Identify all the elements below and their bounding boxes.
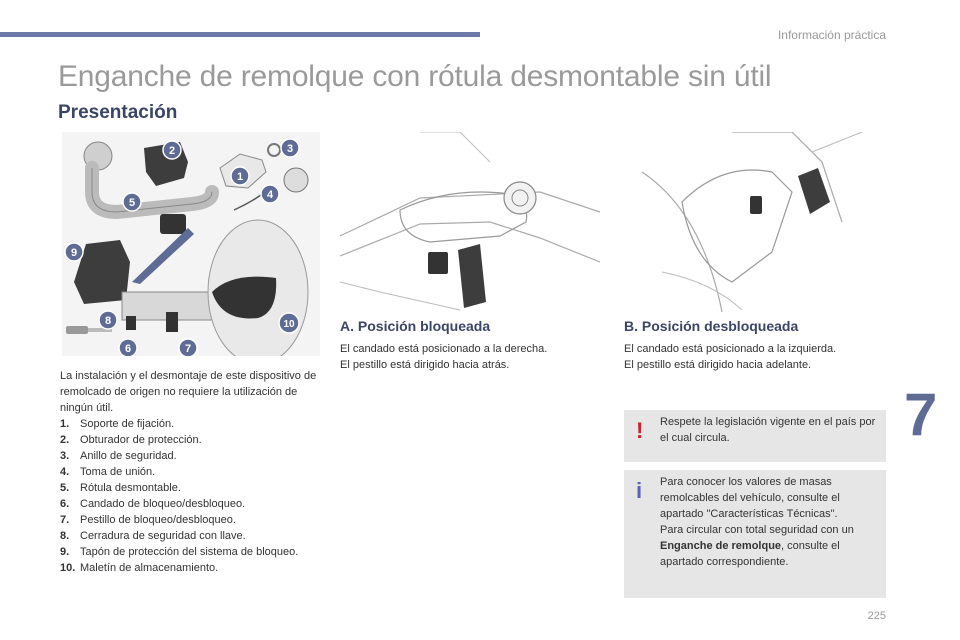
section-heading: Presentación	[58, 102, 178, 123]
part-number: 4.	[60, 466, 70, 478]
list-item	[60, 528, 320, 544]
part-number: 6.	[60, 498, 70, 510]
callout-10	[278, 312, 300, 339]
part-label: Tapón de protección del sistema de bloqueo.	[80, 546, 299, 558]
chapter-number: 7	[904, 381, 938, 448]
part-number: 2.	[60, 434, 70, 446]
list-item	[60, 432, 320, 448]
unlocked-position-line-1: El candado está posicionado a la izquierda.	[624, 343, 837, 355]
part-label: Obturador de protección.	[80, 434, 202, 446]
callout-1	[230, 166, 250, 191]
callout-8	[98, 310, 118, 335]
warning-note	[624, 410, 886, 462]
part-label: Cerradura de seguridad con llave.	[80, 530, 246, 542]
parts-list	[60, 416, 320, 576]
callout-7	[178, 338, 198, 356]
info-text-2-pre: Para circular con total seguridad con un	[660, 524, 854, 536]
callout-5	[122, 192, 142, 217]
part-label: Rótula desmontable.	[80, 482, 181, 494]
callout-8-label: 8	[104, 315, 112, 327]
part-label: Maletín de almacenamiento.	[80, 562, 219, 574]
part-number: 7.	[60, 514, 70, 526]
page-number: 225	[867, 610, 886, 622]
intro-text: La instalación y el desmontaje de este dispositivo de remolcado de origen no requiere la utilización de ningún útil.	[60, 370, 317, 414]
locked-position-text	[340, 341, 610, 373]
exclamation-icon: !	[636, 418, 644, 443]
page-title: Enganche de remolque con rótula desmontable sin útil	[58, 60, 772, 93]
locked-position-line-1: El candado está posicionado a la derecha.	[340, 343, 548, 355]
list-item	[60, 464, 320, 480]
info-text-2-post: , consulte el apartado correspondiente.	[660, 540, 840, 568]
info-text-2-bold: Enganche de remolque	[660, 540, 782, 552]
section-title: Información práctica	[777, 28, 886, 42]
part-number: 3.	[60, 450, 70, 462]
part-label: Candado de bloqueo/desbloqueo.	[80, 498, 246, 510]
part-number: 1.	[60, 418, 70, 430]
locked-position-drawing	[340, 132, 600, 312]
part-label: Anillo de seguridad.	[80, 450, 177, 462]
list-item	[60, 512, 320, 528]
list-item	[60, 480, 320, 496]
list-item	[60, 544, 320, 560]
unlocked-position-drawing	[622, 132, 884, 312]
info-icon: i	[636, 478, 643, 503]
callout-9-label: 9	[70, 247, 78, 259]
part-label: Pestillo de bloqueo/desbloqueo.	[80, 514, 236, 526]
list-item	[60, 448, 320, 464]
callout-6-label: 6	[124, 343, 132, 355]
callout-2	[162, 140, 182, 165]
info-text-1: Para conocer los valores de masas remolcables del vehículo, consulte el apartado "Características Técnicas".	[660, 476, 840, 520]
callout-4	[260, 184, 280, 209]
unlocked-position-text	[624, 341, 886, 373]
unlocked-position-heading: B. Posición desbloqueada	[624, 318, 799, 334]
tow-hitch-parts-illustration	[62, 132, 320, 356]
callout-5-label: 5	[128, 197, 136, 209]
callout-7-label: 7	[184, 343, 192, 355]
callout-2-label: 2	[168, 145, 176, 157]
part-number: 10.	[60, 562, 76, 574]
list-item	[60, 560, 320, 576]
unlocked-position-line-2: El pestillo está dirigido hacia adelante.	[624, 359, 812, 371]
part-number: 9.	[60, 546, 70, 558]
part-label: Soporte de fijación.	[80, 418, 175, 430]
callout-3-label: 3	[286, 143, 294, 155]
warning-text: Respete la legislación vigente en el país por el cual circula.	[660, 416, 876, 444]
part-label: Toma de unión.	[80, 466, 156, 478]
callout-10-label: 10	[283, 319, 295, 330]
callout-3	[280, 138, 300, 163]
part-number: 8.	[60, 530, 70, 542]
locked-position-heading: A. Posición bloqueada	[340, 318, 491, 334]
unlocked-position-illustration	[622, 132, 884, 312]
callout-4-label: 4	[266, 189, 274, 201]
locked-position-illustration	[340, 132, 600, 312]
part-number: 5.	[60, 482, 70, 494]
locked-position-line-2: El pestillo está dirigido hacia atrás.	[340, 359, 510, 371]
header-accent-bar	[0, 32, 480, 37]
info-text	[660, 474, 876, 570]
callout-6	[118, 338, 138, 356]
info-text-2	[660, 522, 876, 570]
callout-1-label: 1	[236, 171, 244, 183]
list-item	[60, 416, 320, 432]
list-item	[60, 496, 320, 512]
intro-block	[60, 368, 320, 576]
callout-9	[64, 242, 84, 267]
info-note	[624, 470, 886, 598]
